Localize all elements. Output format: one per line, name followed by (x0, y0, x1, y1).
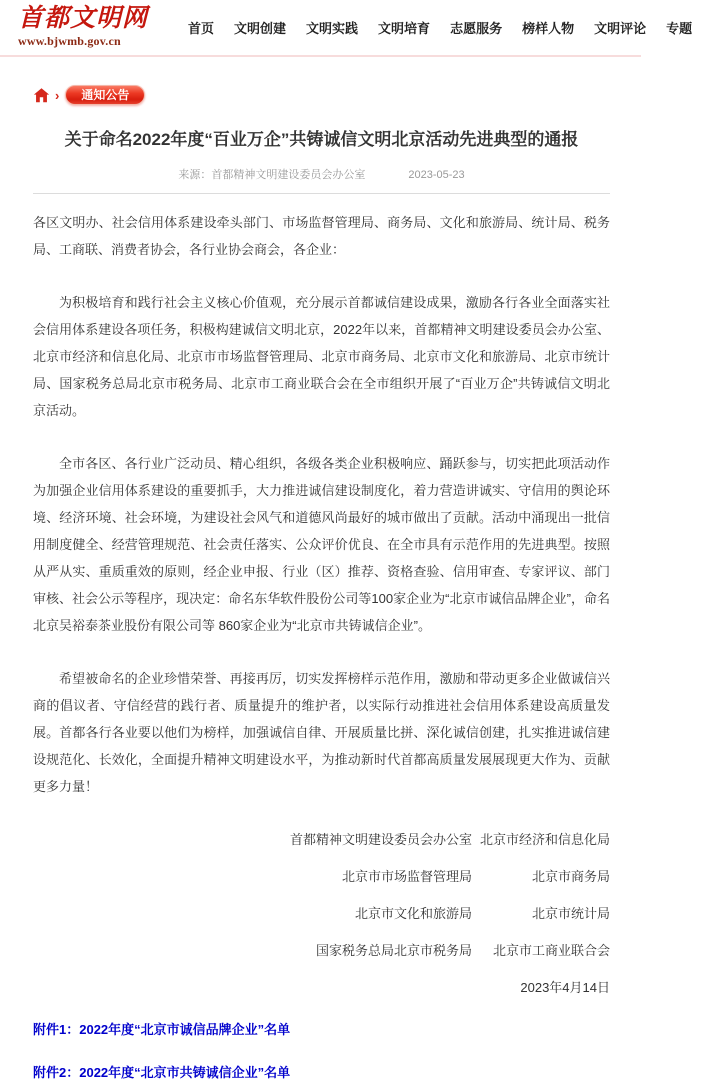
article-paragraph-3: 全市各区、各行业广泛动员、精心组织，各级各类企业积极响应、踊跃参与，切实把此项活动作为加强企业信用体系建设的重要抓手，大力推进诚信建设制度化，着力营造讲诚实、守信用的舆论环境、经济环境、社会环境，为建设社会风气和道德风尚最好的城市做出了贡献。活动中涌现出一批信用制度健全、经营管理规范、社会责任落实、公众评价优良、在全市具有示范作用的先进典型。按照从严从实、重质重效的原则，经企业申报、行业（区）推荐、资格查验、信用审查、专家评议、部门审核、社会公示等程序，现决定：命名东华软件股份公司等100家企业为“北京市诚信品牌企业”，命名北京吴裕泰茶业股份有限公司等 860家企业为“北京市共铸诚信企业”。 (33, 455, 610, 633)
nav-item-4[interactable]: 志愿服务 (450, 21, 503, 36)
nav-item-7[interactable]: 专题 (666, 21, 693, 36)
article-meta (33, 166, 610, 182)
article-paragraph-1: 各区文明办、社会信用体系建设牵头部门、市场监督管理局、商务局、文化和旅游局、统计局、税务局、工商联、消费者协会，各行业协会商会，各企业： (33, 214, 610, 257)
nav-item-1[interactable]: 文明创建 (234, 21, 287, 36)
home-icon[interactable] (33, 87, 50, 104)
nav-item-2[interactable]: 文明实践 (306, 21, 359, 36)
article-paragraph-4: 希望被命名的企业珍惜荣誉、再接再厉，切实发挥榜样示范作用，激励和带动更多企业做诚信兴商的倡议者、守信经营的践行者、质量提升的维护者，以实际行动推进社会信用体系建设高质量发展。首都各行各业要以他们为榜样，加强诚信自律、开展质量比拼、深化诚信创建，扎实推进诚信建设规范化、长效化，全面提升精神文明建设水平，为推动新时代首都高质量发展展现更大作为、贡献更多力量！ (33, 670, 610, 794)
article-paragraph-2: 为积极培育和践行社会主义核心价值观，充分展示首都诚信建设成果，激励各行各业全面落实社会信用体系建设各项任务，积极构建诚信文明北京，2022年以来，首都精神文明建设委员会办公室、北京市经济和信息化局、北京市市场监督管理局、北京市商务局、北京市文化和旅游局、北京市统计局、国家税务总局北京市税务局、北京市工商业联合会在全市组织开展了“百业万企”共铸诚信文明北京活动。 (33, 294, 610, 418)
page-title: 关于命名2022年度“百业万企”共铸诚信文明北京活动先进典型的通报 (64, 130, 579, 149)
nav-item-3[interactable]: 文明培育 (378, 21, 431, 36)
site-url: www.bjwmb.gov.cn (18, 33, 121, 48)
article (0, 127, 641, 1081)
source-label: 来源：首都精神文明建设委员会办公室 (178, 168, 366, 181)
signature-org: 北京市统计局 (531, 905, 610, 921)
breadcrumb (33, 84, 641, 106)
site-logo-text: 首都文明网 (18, 5, 149, 33)
title-divider (33, 193, 610, 194)
nav-item-0[interactable]: 首页 (188, 21, 215, 36)
signature-org: 国家税务总局北京市税务局 (315, 942, 472, 958)
attachment-link-2[interactable]: 附件2：2022年度“北京市共铸诚信企业”名单 (33, 1064, 291, 1080)
signature-row-2 (33, 863, 610, 890)
attachment-link-1[interactable]: 附件1：2022年度“北京市诚信品牌企业”名单 (33, 1021, 291, 1037)
attachments (33, 1019, 610, 1081)
nav-item-5[interactable]: 榜样人物 (522, 21, 575, 36)
signature-row-1 (33, 826, 610, 853)
site-logo[interactable] (18, 6, 164, 48)
signature-block (33, 826, 610, 964)
nav-item-6[interactable]: 文明评论 (594, 21, 647, 36)
site-header (0, 0, 693, 57)
category-badge[interactable]: 通知公告 (65, 85, 145, 105)
signature-row-3 (33, 900, 610, 927)
main-nav (188, 18, 712, 37)
signature-org: 北京市商务局 (531, 868, 610, 884)
sign-date: 2023年4月14日 (520, 979, 610, 995)
signature-org: 首都精神文明建设委员会办公室 (289, 831, 472, 847)
signature-org: 北京市市场监督管理局 (341, 868, 472, 884)
article-body (33, 209, 610, 800)
signature-org: 北京市经济和信息化局 (479, 831, 610, 847)
signature-org: 北京市工商业联合会 (492, 942, 610, 958)
breadcrumb-separator-icon: › (55, 87, 60, 103)
signature-org: 北京市文化和旅游局 (354, 905, 472, 921)
publish-date: 2023-05-23 (408, 168, 465, 181)
signature-row-4 (33, 937, 610, 964)
